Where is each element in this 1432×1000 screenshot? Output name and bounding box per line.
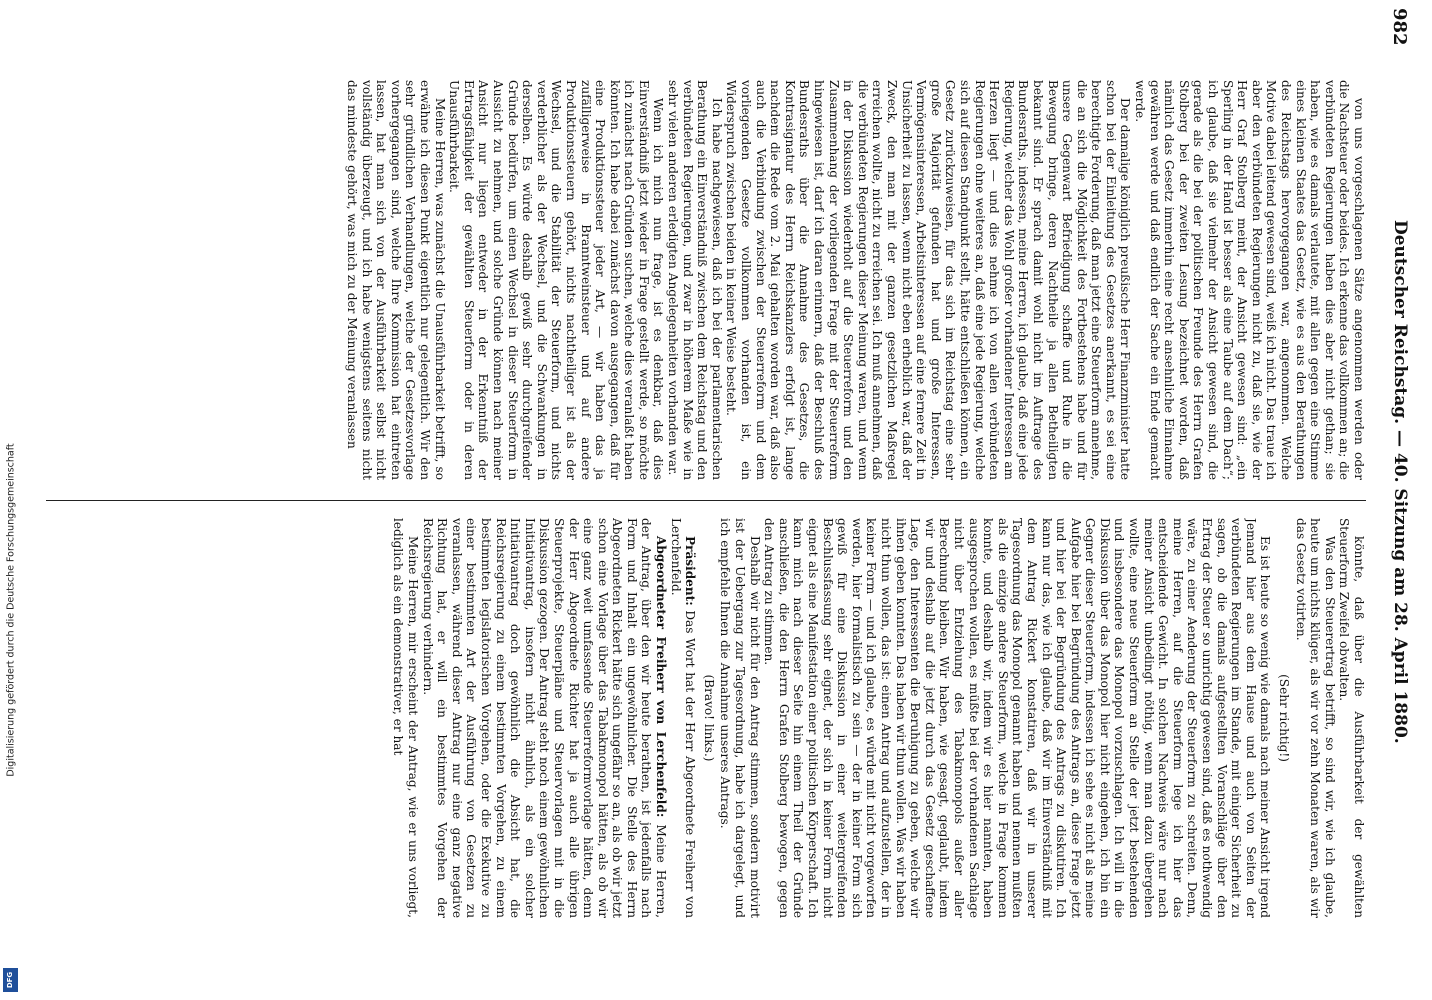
right-paragraph: könnte, daß über die Ausführbarkeit der gewählten Steuerform Zweifel obwalten. [1337, 518, 1366, 918]
speaker-text: Meine Herren, der Antrag, über den wir heute berathen, ist jedenfalls nach Form und Inhalt ein ungewöhnlicher. Die Stelle des Herrn Abgeordneten Rickert hätte sich ungefähr so an, als ob wir jetzt schon eine Vorlage über das Tabakmonopol hätten, als ob wir eine ganz weit umfassende Steuerreformvorlage hätten, denn der Herr Abgeordnete Richter hat ja auch alle übrigen Steuerprojekte, Steuerpläne und Steuervorlagen mit in die Diskussion gezogen. Der Antrag steht noch einem gewöhnlichen Initiativantrag, insofern nicht ähnlich, als ein solcher Initiativantrag doch gewöhnlich die Absicht hat, die Reichsregierung zu einem bestimmten Vorgehen, zu einem bestimmten legislatorischen Vorgehen, oder die Exekutive zu einer bestimmten Art der Ausführung von Gesetzen zu veranlassen, während dieser Antrag nur eine ganz negative Richtung hat, er will ein bestimmtes Vorgehen der Reichsregierung verhindern. [420, 518, 669, 918]
left-paragraph: von uns vorgeschlagenen Sätze angenommen werden oder die Nachsteuer oder beides. Ich erkenne das vollkommen an; die verbündeten Regierungen haben dies aber nicht gethan; sie haben, wie es damals verlautete, mit allen gegen eine Stimme eines kleinen Staates das Gesetz, wie es aus den Berathungen des Reichstags hervorgegangen war, angenommen. Welche Motive dabei leitend gewesen sind, weiß ich nicht. Das traue ich aber den verbündeten Regierungen nicht zu, daß sie, wie der Herr Graf Stolberg meint, der Ansicht gewesen sind: „ein Sperling in der Hand ist besser als eine Taube auf dem Dach“; ich glaube, daß sie vielmehr der Ansicht gewesen sind, die gerade als die bei der politischen Freunde des Herrn Grafen Stolberg bei der zweiten Lesung bezeichnet worden, daß nämlich das Gesetz immerhin eine recht ansehnliche Einnahme gewähren werde und daß endlich der Sache ein Ende gemacht werde. [1133, 80, 1366, 480]
right-text-column [46, 518, 1366, 918]
side-strip [0, 0, 22, 1000]
left-paragraph: Meine Herren, was zunächst die Unausführbarkeit betrifft, so erwähne ich diesen Punkt eigentlich nur gelegentlich. Wir den sehr gründlichen Verhandlungen, welche der Gesetzesvorlage vorhergegangen sind, welche Ihre Kommission hat eintreten lassen, hat man sich von der Ausführbarkeit selbst nicht vollständig überzeugt, und ich habe wenigstens seitens nicht das mindeste gehört, was mich zu der Meinung veranlassen [345, 80, 447, 480]
page-number: 982 [1389, 8, 1410, 46]
speaker-label: Abgeordneter Freiherr von Lerchenfeld: [654, 536, 669, 818]
dfg-logo [3, 968, 18, 992]
left-text-column [46, 80, 1366, 480]
right-paragraph: Was den Steuerertrag betrifft, so sind wir, wie ich glaube, heute um nichts klüger, als wir vor zehn Monaten waren, als wir das Gesetz votirten. [1293, 518, 1337, 918]
running-head [1384, 0, 1414, 1000]
right-paragraph: Deshalb wir nicht für den Antrag stimmen, sondern motivirt ist der Uebergang zur Tagesordnung, habe ich dargelegt, und ich empfehle Ihnen die Annahme unseres Antrags. [718, 518, 762, 918]
left-paragraph: Wenn ich mich nun frage, ist es denkbar, daß dies Einverständniß jetzt wieder in Frage gestellt werde, so möchte ich zunächst nach Gründen suchen, welche dies veranlaßt haben könnten. Ich habe dabei zunächst davon ausgegangen, daß für eine Produktionssteuer jeder Art, — wir haben das ja zufälligerweise in Branntweinsteuer und auf andere Produktionssteuern gehört, nichts nachtheiliger ist als der Wechsel, und die Stabilität der Steuerform, und nichts verderblicher als der Wechsel, und die Schwankungen in derselben. Es würde deshalb gewiß sehr durchgreifender Gründe bedürfen, um einen Wechsel in dieser Steuerform in Aussicht zu nehmen, und solche Gründe können nach meiner Ansicht nur liegen entweder in der Erkenntniß der Ertragsfähigkeit der gewählten Steuerform oder in deren Unausführbarkeit. [447, 80, 666, 480]
president-text: Das Wort hat der Herr Abgeordnete Freiherr von Lerchenfeld. [668, 518, 698, 918]
left-paragraph: Der damalige königlich preußische Herr Finanzminister hatte schon bei der Einleitung des Gesetzes anerkannt, es sei eine berechtigte Forderung, daß man jetzt eine Steuerform annehme, die an sich die Möglichkeit des Fortbestehens habe und für unsere Gegenwart Befriedigung schaffe und Ruhe in die Bewegung bringe, deren Nachtheile ja allen Betheiligten bekannt sind. Er sprach damit wohl nicht im Auftrage des Bundesraths, indessen, meine Herren, ich glaube, daß eine jede Regierung, welcher das Wohl großer vorhandener Interessen am Herzen liegt — und dies nehme ich von allen verbündeten Regierungen ohne weiteres an, daß eine jede Regierung, welche sich auf diesen Standpunkt stellt, hätte entschließen können, ein Gesetz zurückzuweisen, für das sich im Reichstag eine sehr große Majorität gefunden hat und große Interessen, Vermögensinteressen, Arbeitsinteressen auf eine fernere Zeit in Unsicherheit zu lassen, wenn nicht eben erheblich war, daß der Zweck, den man mit der ganzen gesetzlichen Maßregel erreichen wollte, nicht zu erreichen sei. Ich muß annehmen, daß die verbündeten Regierungen dieser Meinung waren, und wenn in der Diskussion wiederholt auf die Steuerreform und den Zusammenhang der vorliegenden Frage mit der Steuerreform hingewiesen ist, darf ich daran erinnern, daß der Beschluß des Bundesraths über die Annahme des Gesetzes, die Kontrasignatur des Herrn Reichskanzlers erfolgt ist, lange nachdem die Rede vom 2. Mai gehalten worden war, daß also auch die Verbindung zwischen der Steuerreform und dem vorliegenden Gesetze vollkommen vorhanden ist, ein Widerspruch zwischen beiden in keiner Weise besteht. [724, 80, 1133, 480]
column-divider [46, 500, 1366, 501]
interjection: (Sehr richtig!) [1277, 674, 1292, 762]
right-paragraph: Es ist heute so wenig wie damals nach meiner Ansicht irgend Jemand hier aus dem Hause und auch von Seiten der verbündeten Regierungen im Stande, mit einiger Sicherheit zu sagen, ob die damals aufgestellten Voranschläge über den Ertrag der Steuer so unrichtig gewesen sind, daß es nothwendig wäre, zu einer Aenderung der Steuerform zu schreiten. Denn, meine Herren, auf die Steuerform lege ich hier das entscheidende Gewicht. In solchen Nachweis wäre nur nach meiner Ansicht unbedingt nöthig, wenn man dazu übergehen wollte, eine neue Steuerform an Stelle der jetzt bestehenden und insbesondere das Monopol vorzuschlagen. Ich will in die Diskussion über das Monopol hier nicht eingehen, ich bin ein Gegner dieser Steuerform, indessen ich sehe es nicht als meine Aufgabe hier bei Begründung des Antrags an, diese Frage jetzt und hier bei der Begründung des Antrags zu diskutiren. Ich kann nur das, wie ich glaube, daß wir im Einverständniß mit dem Antrag Rickert konstatiren, daß wir in unserer Tagesordnung das Monopol genannt haben und nennen mußten als die einzige andere Steuerform, welche in Frage kommen konnte, und deshalb wir, indem wir es hier nannten, haben ausgesprochen wollen, es müßte bei der vorhandenen Sachlage nicht über Entziehung des Tabakmonopols außer aller Berechnung bleiben. Wir haben, wie gesagt, geglaubt, indem wir und deshalb auf die jetzt durch das Gesetz geschaffene Lage, den Interessenten die Beruhigung zu geben, welche wir ihnen geben konnten. Das haben wir thun wollen. Was wir haben nicht thun wollen, das ist: einen Antrag und aufzustellen, der in keiner Form — und ich glaube, es würde mit nicht vorgeworfen werden, hier formalistisch zu sein — der in keiner Form sich gewiß für eine Diskussion in einer weitergreifenden Beschlussfassung sehr eignet, der sich in keiner Form nicht eignet als eine Manifestation einer politischen Körperschaft. Ich kann mich nach dieser Seite hin einem Theil der Gründe anschließen, die den Herrn Grafen Stolberg bewogen, gegen den Antrag zu stimmen. [762, 518, 1273, 918]
right-paragraph: Meine Herren, mir erscheint der Antrag, wie er uns vorliegt, lediglich als ein demonstrativer, er hat [391, 518, 420, 918]
digitization-credit: Digitalisierung gefördert durch die Deutsche Forschungsgemeinschaft [5, 443, 17, 777]
left-paragraph: Ich habe nachgewiesen, daß ich bei der parlamentarischen Berathung ein Einverständniß zwischen dem Reichstag und den verbündeten Regierungen, und zwar in höherem Maße wie in sehr vielen anderen erledigten Angelegenheiten vorhanden war. [666, 80, 724, 480]
dfg-logo-text: DFG [6, 971, 15, 989]
president-paragraph [668, 518, 697, 918]
president-label: Präsident: [683, 536, 698, 606]
interjection: (Bravo! links.) [701, 674, 716, 762]
running-head-title: Deutscher Reichstag. — 40. Sitzung am 28. April 1880. [1390, 220, 1410, 744]
speaker-paragraph [420, 518, 668, 918]
